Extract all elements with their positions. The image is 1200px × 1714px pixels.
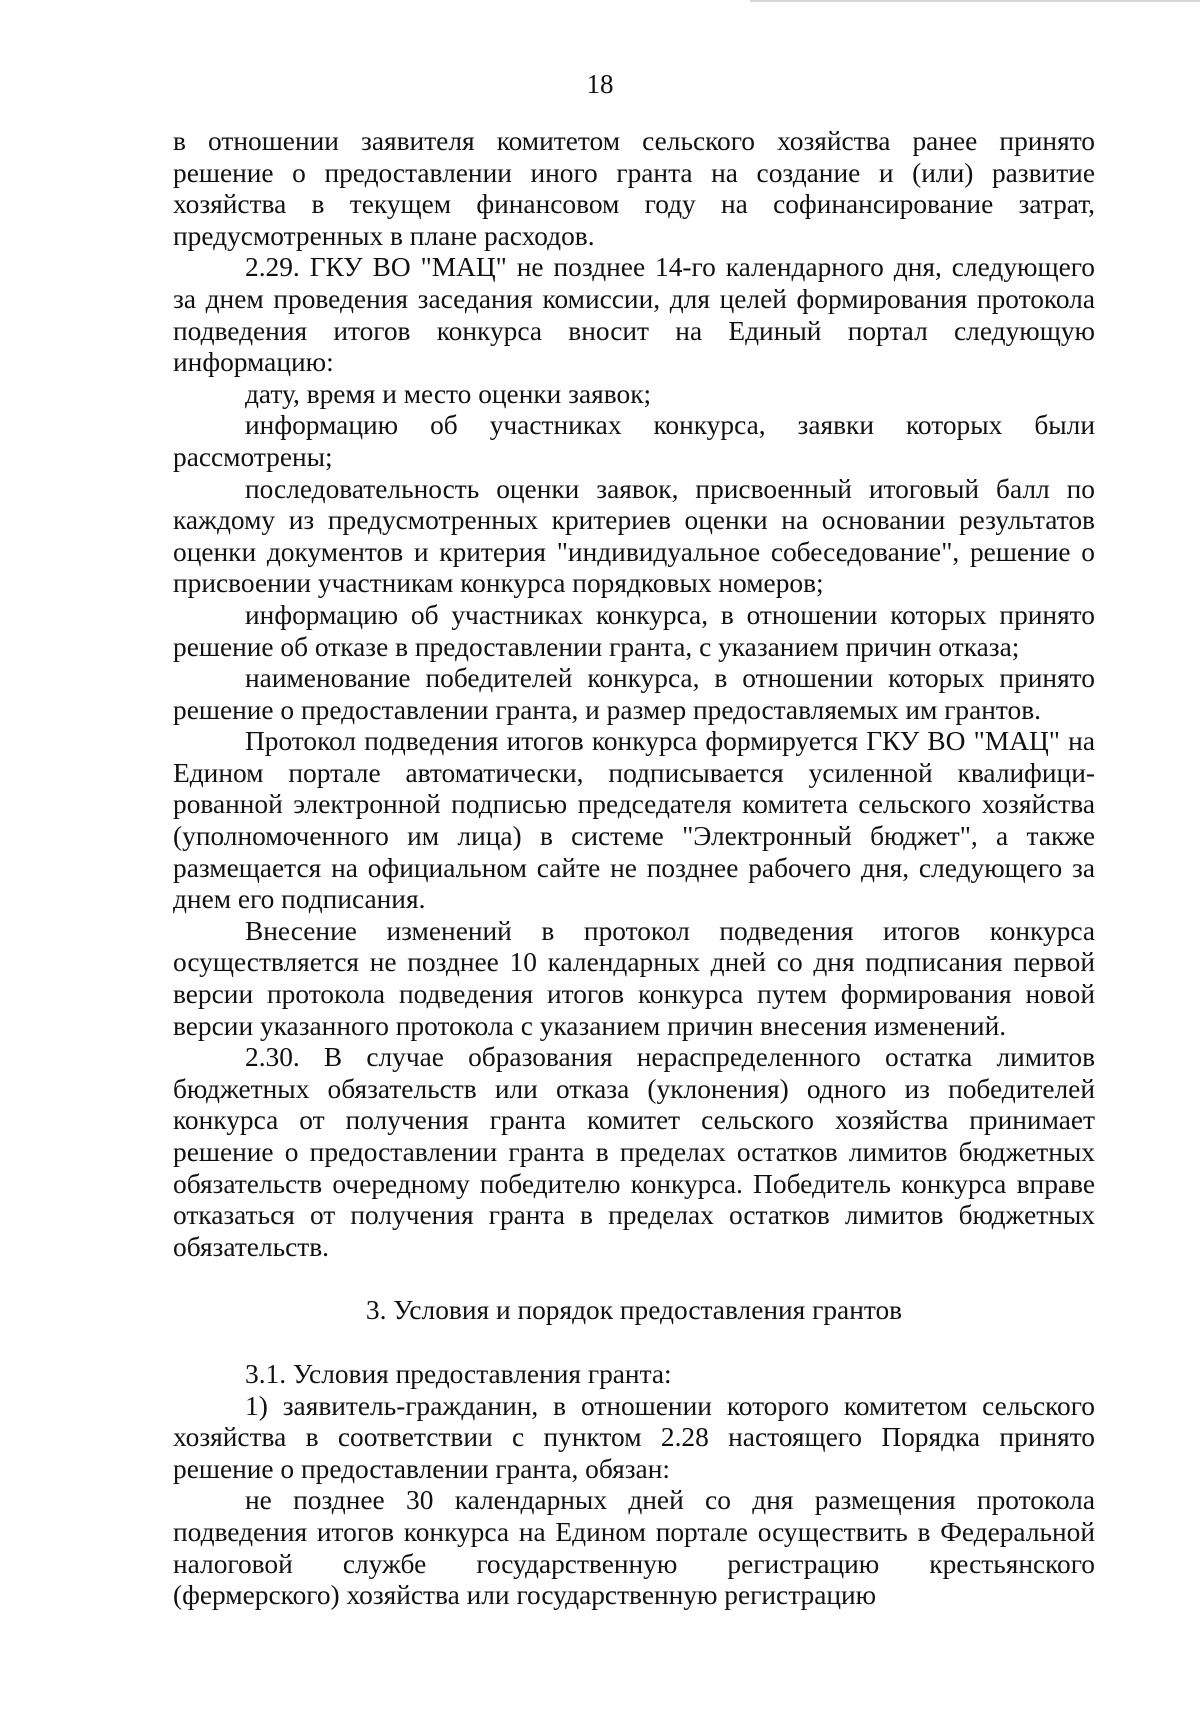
paragraph-2-30: 2.30. В случае образования нераспределенного остатка лимитов бюджетных обязательств или отказа (уклонения) одного из победителей конкурса от получения гранта комитет сельского хозяйства принимает решение о предоставлении гранта в пределах остатков лимитов бюджетных обязательств очередному победителю конкурса. Победитель конкурса вправе отказаться от получения гранта в пределах остатков лимитов бюджетных обязательств. bbox=[173, 1042, 1095, 1262]
list-item-winners: наименование победителей конкурса, в отношении которых принято решение о предоставлении гранта, и размер предоставляемых им грантов. bbox=[173, 663, 1095, 725]
paragraph-amendments: Внесение изменений в протокол подведения итогов конкурса осуществляется не позднее 10 календарных дней со дня подписания первой версии протокола подведения итогов конкурса путем формирования новой версии указанного протокола с указанием причин внесения изменений. bbox=[173, 915, 1095, 1041]
list-item-sequence: последовательность оценки заявок, присвоенный итоговый балл по каждому из предусмотренных критериев оценки на основании результатов оценки документов и критерия "индивидуальное собеседование", решение о присвоении участникам конкурса порядковых номеров; bbox=[173, 473, 1095, 599]
paragraph-protocol: Протокол подведения итогов конкурса формируется ГКУ ВО "МАЦ" на Едином портале автоматически, подписывается усиленной квалифицированной электронной подписью председателя комитета сельского хозяйства (уполномоченного им лица) в системе "Электронный бюджет", а также размещается на официальном сайте не позднее рабочего дня, следующего за днем его подписания. bbox=[173, 726, 1095, 915]
paragraph-continuation: в отношении заявителя комитетом сельского хозяйства ранее принято решение о предоставлении иного гранта на создание и (или) развитие хозяйства в текущем финансовом году на софинансирование затрат, предусмотренных в плане расходов. bbox=[173, 126, 1095, 251]
paragraph-2-29: 2.29. ГКУ ВО "МАЦ" не позднее 14-го календарного дня, следующего за днем проведения заседания комиссии, для целей формирования протокола подведения итогов конкурса вносит на Единый портал следующую информацию: bbox=[173, 252, 1095, 378]
list-item-participants: информацию об участниках конкурса, заявки которых были рассмотрены; bbox=[173, 410, 1095, 472]
paragraph-registration: не позднее 30 календарных дней со дня размещения протокола подведения итогов конкурса на Едином портале осуществить в Федеральной налоговой службе государственную регистрацию крестьянского (фермерского) хозяйства или государственную регистрацию bbox=[173, 1485, 1095, 1611]
page-number: 18 bbox=[586, 69, 614, 99]
paragraph-3-1: 3.1. Условия предоставления гранта: bbox=[245, 1358, 672, 1389]
scan-edge-line bbox=[750, 0, 1200, 2]
list-item-date: дату, время и место оценки заявок; bbox=[245, 378, 652, 409]
document-body bbox=[173, 126, 1095, 1612]
section-heading: 3. Условия и порядок предоставления грантов bbox=[365, 1295, 903, 1326]
list-item-refusals: информацию об участниках конкурса, в отношении которых принято решение об отказе в предоставлении гранта, с указанием причин отказа; bbox=[173, 599, 1095, 662]
paragraph-3-1-item-1: 1) заявитель-гражданин, в отношении которого комитетом сельского хозяйства в соответствии с пунктом 2.28 настоящего Порядка принято решение о предоставлении гранта, обязан: bbox=[173, 1390, 1095, 1484]
